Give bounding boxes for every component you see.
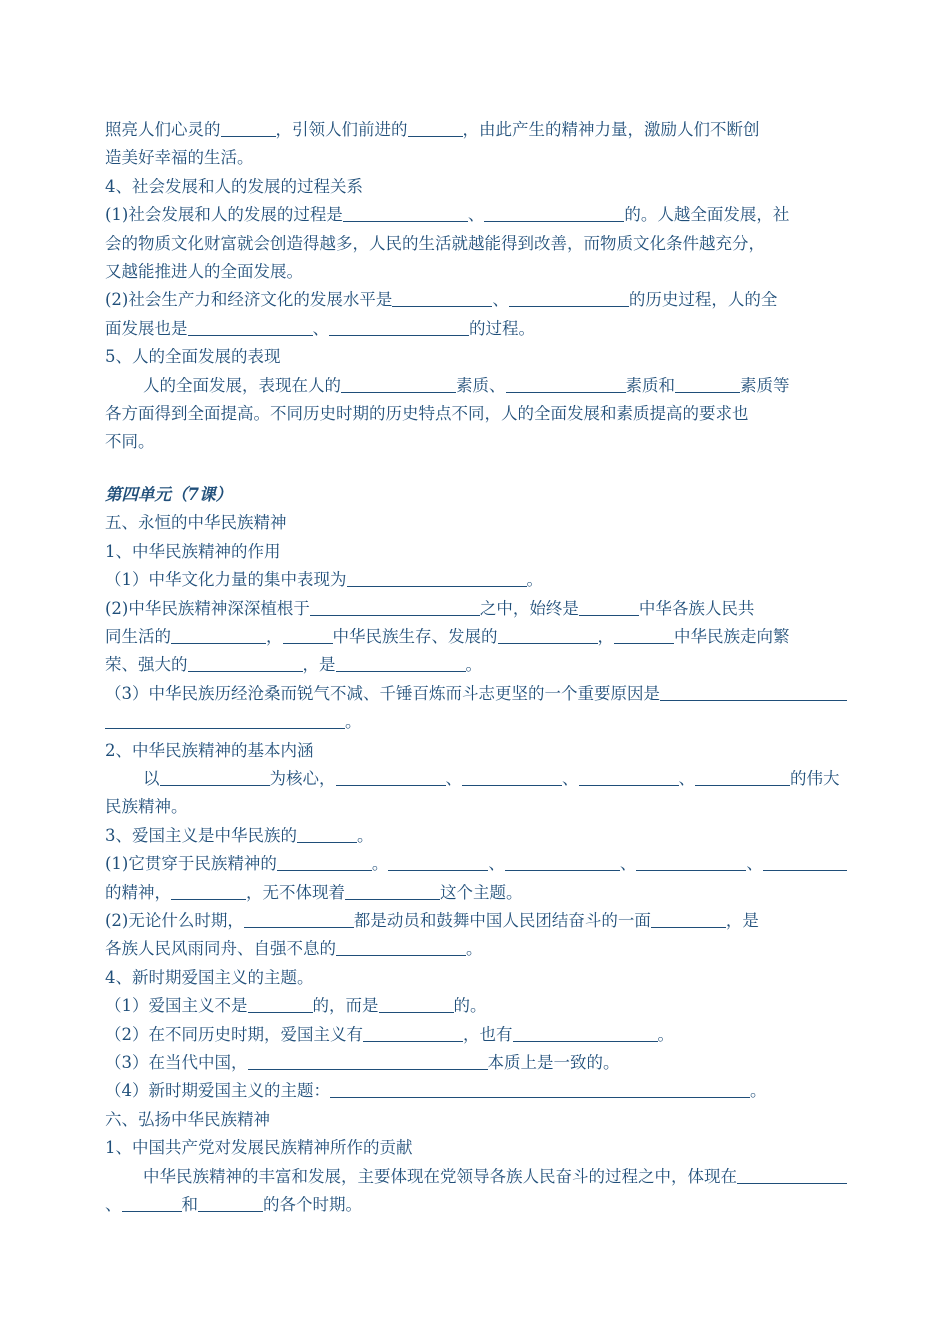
blank [660,680,847,701]
text-line [105,400,847,428]
blank [388,850,488,871]
blank [484,201,624,222]
text-line [105,680,847,708]
text-line [105,372,847,400]
blank [763,850,847,871]
text-line [105,315,847,343]
blank [737,1163,847,1184]
text: ， [266,626,283,646]
blank [614,623,674,644]
text-line [105,595,847,623]
blank [336,935,466,956]
blank [330,1077,750,1098]
unit-title [105,481,847,509]
text: ，也有 [463,1024,513,1044]
blank [363,1021,463,1042]
text: 、 [562,768,579,788]
text: 造美好幸福的生活。 [105,148,254,168]
text: 。 [357,825,374,845]
text: 素质等 [740,375,790,395]
blank [506,372,626,393]
text-line [105,201,847,229]
text-line [105,144,847,172]
text-line [105,1163,847,1191]
text: 同生活的 [105,626,171,646]
text: 。 [345,712,362,732]
text: 、 [312,318,329,338]
text: （3）在当代中国， [105,1053,248,1072]
text: ， [597,626,614,646]
heading-text: 五、永恒的中华民族精神 [105,513,287,533]
text-line [105,116,847,144]
text: 、 [467,205,485,225]
text: 荣、强大的 [105,655,188,675]
blank [188,651,303,672]
blank [188,315,313,336]
section-heading [105,737,847,765]
text: 照亮人们心灵的 [105,120,221,139]
section-heading [105,964,847,992]
text: 本质上是一致的。 [487,1053,620,1072]
text: 之中，始终是 [479,598,579,618]
blank [341,372,456,393]
text: 、 [492,290,509,310]
text-line [105,708,847,736]
blank [160,765,270,786]
text: 、 [619,854,637,874]
blank [277,850,372,871]
blank [248,992,313,1013]
text: 素质和 [625,375,675,395]
spacer [105,457,847,481]
blank [345,879,440,900]
blank [105,708,345,729]
text: 、 [105,1195,122,1215]
blank [513,1021,658,1042]
text: 和 [181,1195,198,1215]
text: 中华民族生存、发展的 [332,626,498,646]
section-heading [105,1134,847,1162]
text: 、 [445,768,462,788]
text-line [105,258,847,286]
text-line [105,428,847,456]
text: 。 [465,655,482,675]
blank [498,623,598,644]
part-heading [105,1106,847,1134]
text: 的，而是 [312,996,379,1016]
text: 会的物质文化财富就会创造得越多，人民的生活就越能得到改善，而物质文化条件越充分， [105,233,765,253]
text-line [105,651,847,679]
blank [343,201,468,222]
text: 不同。 [105,432,155,452]
blank [122,1191,182,1212]
blank [171,623,266,644]
text: 。 [657,1024,674,1044]
text-line [105,1077,847,1105]
heading-text: 2、中华民族精神的基本内涵 [105,740,314,760]
text-line [105,1021,847,1049]
text: 、 [488,854,505,874]
text: (2)中华民族精神深深植根于 [105,598,310,618]
part-heading [105,509,847,537]
text: 以 [143,768,160,788]
text: 的各个时期。 [263,1195,362,1215]
blank [198,1191,263,1212]
text: 的历史过程，人的全 [628,290,778,310]
heading-text: 3、爱国主义是中华民族的 [105,825,297,845]
text-line [105,1049,847,1077]
text: （3）中华民族历经沧桑而锐气不减、千锤百炼而斗志更坚的一个重要原因是 [105,683,660,703]
heading-text: 1、中华民族精神的作用 [105,541,281,561]
text: 中华各族人民共 [638,598,755,618]
text: （1）中华文化力量的集中表现为 [105,570,347,590]
section-heading [105,173,847,201]
text-line [105,566,847,594]
text: 各族人民风雨同舟、自强不息的 [105,939,336,959]
text: ，无不体现着 [246,882,345,902]
text: 这个主题。 [440,882,523,902]
blank [221,116,276,137]
text: ，由此产生的精神力量，激励人们不断创 [462,120,760,139]
text: 各方面得到全面提高。不同历史时期的历史特点不同，人的全面发展和素质提高的要求也 [105,404,749,424]
text-line [105,935,847,963]
text-line [105,850,847,878]
heading-text: 4、新时期爱国主义的主题。 [105,967,314,987]
text-line [105,286,847,314]
section-heading [105,538,847,566]
text: 都是动员和鼓舞中国人民团结奋斗的一面 [353,910,651,930]
text-line [105,623,847,651]
text: 。 [371,854,389,874]
blank [579,595,639,616]
heading-text: 六、弘扬中华民族精神 [105,1109,270,1129]
blank [651,907,726,928]
text: 的过程。 [469,318,535,338]
blank [392,286,492,307]
blank [347,566,527,587]
text: (1)社会发展和人的发展的过程是 [105,205,343,225]
text: 的精神， [105,882,171,902]
blank [408,116,463,137]
text: （4）新时期爱国主义的主题： [105,1081,330,1101]
blank [336,651,466,672]
text: (2)社会生产力和经济文化的发展水平是 [105,290,393,310]
text: 、 [678,768,695,788]
text: 的伟大 [790,768,840,788]
text-line [105,230,847,258]
text: ，是 [725,910,759,930]
text: 、 [746,854,763,874]
blank [297,822,357,843]
blank [244,907,354,928]
heading-text: 5、人的全面发展的表现 [105,347,281,367]
text: 民族精神。 [105,797,188,817]
text: 。 [750,1081,767,1101]
blank [505,850,620,871]
text: 中华民族精神的丰富和发展，主要体现在党领导各族人民奋斗的过程之中，体现在 [143,1166,737,1186]
text: 。 [526,570,543,590]
blank [329,315,469,336]
text: (2)无论什么时期， [105,910,244,930]
blank [509,286,629,307]
text: (1)它贯穿于民族精神的 [105,854,277,874]
text: 的。人越全面发展，社 [624,205,790,225]
blank [171,879,246,900]
text: ，是 [302,655,336,675]
section-heading [105,822,847,850]
text: 素质、 [456,375,506,395]
blank [636,850,746,871]
text: 的。 [453,996,487,1016]
text-line [105,1191,847,1219]
text: （1）爱国主义不是 [105,996,248,1016]
text: 人的全面发展，表现在人的 [143,375,341,395]
text-line [105,793,847,821]
heading-text: 4、社会发展和人的发展的过程关系 [105,176,363,196]
blank [283,623,333,644]
text: 又越能推进人的全面发展。 [105,262,303,282]
blank [675,372,740,393]
heading-text: 1、中国共产党对发展民族精神所作的贡献 [105,1138,413,1158]
document-page [105,116,847,1219]
blank [695,765,790,786]
section-heading [105,343,847,371]
text-line [105,879,847,907]
text: （2）在不同历史时期，爱国主义有 [105,1024,363,1044]
text: 中华民族走向繁 [674,626,790,646]
text: 为核心， [269,768,336,788]
text-line [105,765,847,793]
text: 面发展也是 [105,318,188,338]
blank [336,765,446,786]
text: 。 [466,939,483,959]
blank [462,765,562,786]
text: ，引领人们前进的 [275,120,408,139]
text-line [105,992,847,1020]
blank [579,765,679,786]
blank [248,1049,488,1070]
blank [310,595,480,616]
blank [379,992,454,1013]
text-line [105,907,847,935]
title-text: 第四单元（7课） [105,484,232,504]
